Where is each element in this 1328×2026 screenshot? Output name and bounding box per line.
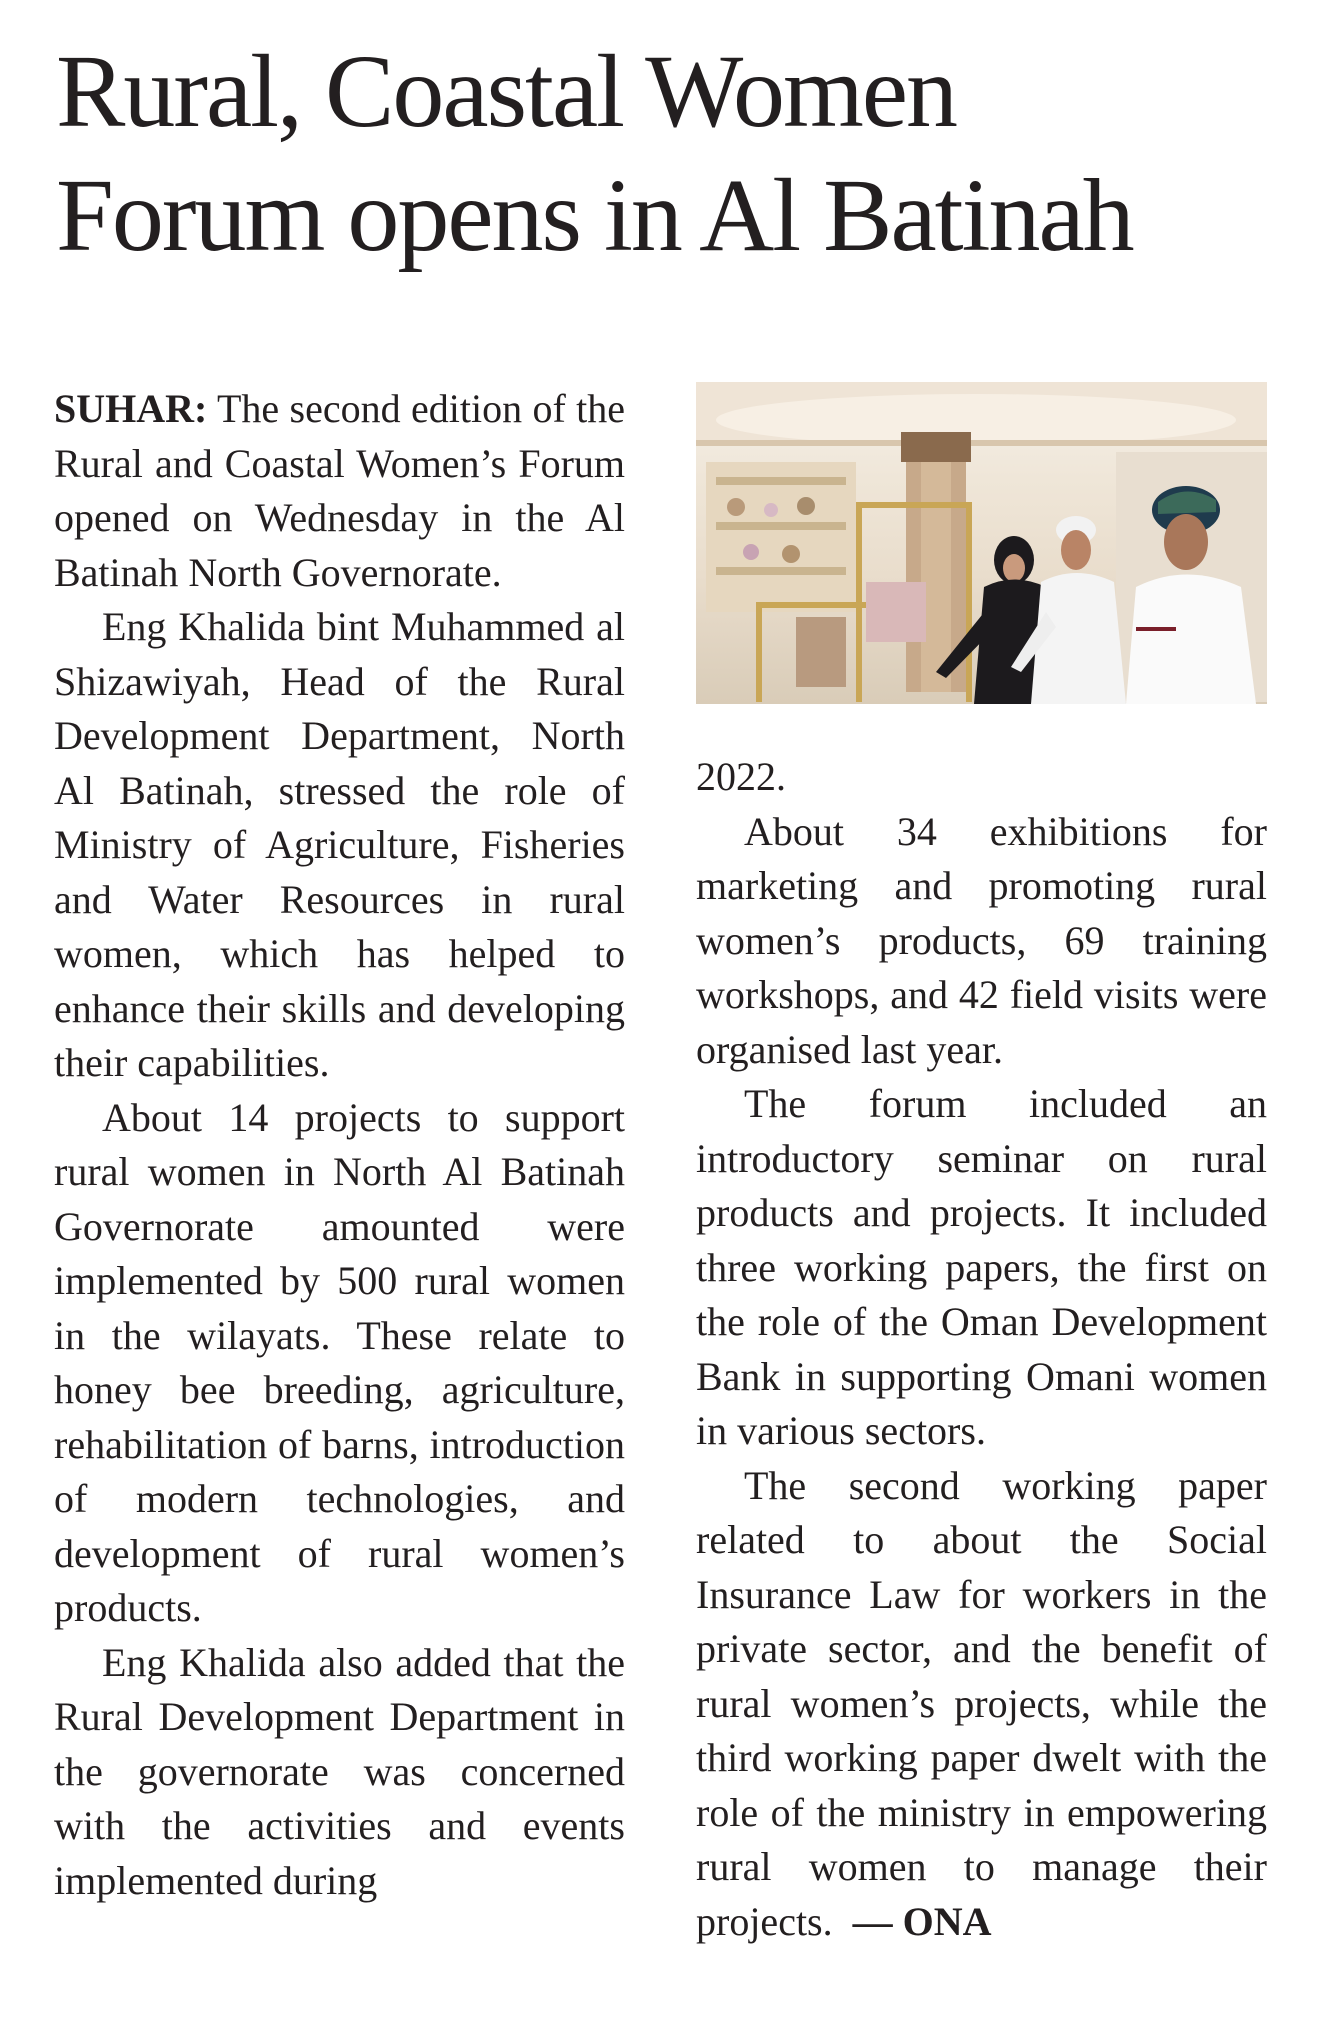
paragraph-7-text: The second working paper related to about the Social Insurance Law for workers in the private sector, and the benefit of rural women’s projects, while the third working paper dwelt with the role of the ministry in empowering rural women to manage their projects. <box>696 1462 1267 1944</box>
left-column <box>54 382 625 1908</box>
paragraph-6: The forum included an introductory seminar on rural products and projects. It included three working papers, the first on the role of the Oman Development Bank in supporting Omani women in various sectors. <box>696 1081 1267 1453</box>
paragraph-5: About 34 exhibitions for marketing and promoting rural women’s products, 69 training workshops, and 42 field visits were organised last year. <box>696 808 1267 1072</box>
paragraph-7 <box>696 1459 1267 1950</box>
right-column <box>696 382 1267 1949</box>
paragraph-4-end: 2022. <box>696 754 786 799</box>
headline-line-1: Rural, Coastal Women <box>56 34 957 149</box>
lead-paragraph <box>54 382 625 600</box>
paragraph-2: Eng Khalida bint Muhammed al Shizawiyah, Head of the Rural Development Department, North Al Batinah, stressed the role of Ministry of Agriculture, Fisheries and Water Resources in rural women, which has helped to enhance their skills and developing their capabilities. <box>54 604 625 1085</box>
paragraph-4-start: Eng Khalida also added that the Rural Development Department in the governorate was concerned with the activities and events implemented during <box>54 1639 625 1903</box>
news-agency-credit: — ONA <box>852 1898 992 1944</box>
forum-photo-illustration <box>696 382 1267 704</box>
dateline: SUHAR: <box>54 386 208 431</box>
forum-photo <box>696 382 1267 704</box>
headline <box>56 30 1286 278</box>
lead-text: The second edition of the Rural and Coastal Women’s Forum opened on Wednesday in the Al Batinah North Governorate. <box>54 386 625 595</box>
headline-line-2: Forum opens in Al Batinah <box>56 158 1133 273</box>
paragraph-3: About 14 projects to support rural women in North Al Batinah Governorate amounted were implemented by 500 rural women in the wilayats. These relate to honey bee breeding, agriculture, rehabilitation of barns, introduction of modern technologies, and development of rural women’s products. <box>54 1094 625 1630</box>
